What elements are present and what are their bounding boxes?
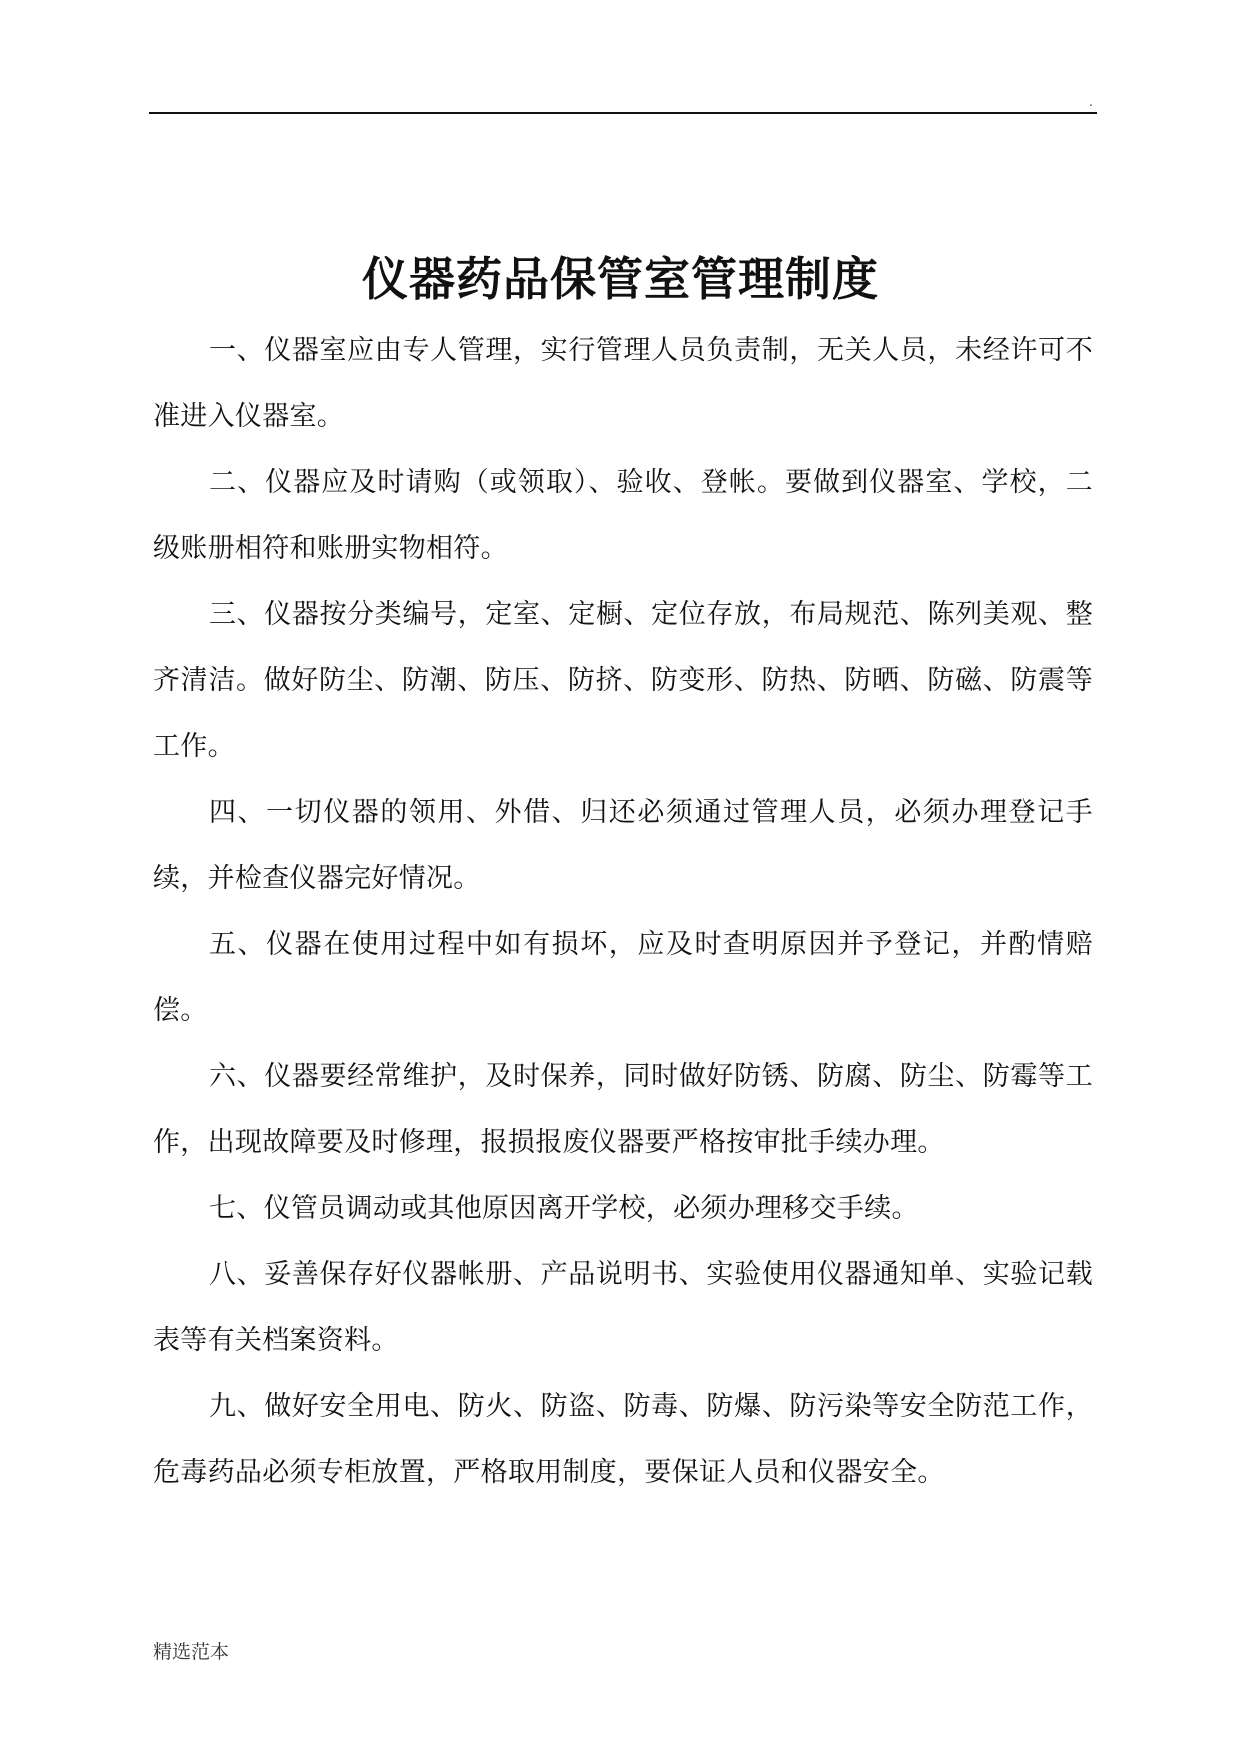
paragraph-4: 四、一切仪器的领用、外借、归还必须通过管理人员，必须办理登记手续，并检查仪器完好情况。 [153, 797, 1093, 894]
paragraph-5: 五、仪器在使用过程中如有损坏，应及时查明原因并予登记，并酌情赔偿。 [153, 929, 1093, 1026]
paragraph-2: 二、仪器应及时请购（或领取）、验收、登帐。要做到仪器室、学校，二级账册相符和账册实物相符。 [153, 467, 1093, 564]
paragraph-3: 三、仪器按分类编号，定室、定橱、定位存放，布局规范、陈列美观、整齐清洁。做好防尘、防潮、防压、防挤、防变形、防热、防晒、防磁、防震等工作。 [153, 599, 1093, 762]
paragraph-8: 八、妥善保存好仪器帐册、产品说明书、实验使用仪器通知单、实验记载表等有关档案资料。 [153, 1259, 1093, 1356]
header-mark: . [1089, 95, 1093, 109]
paragraph-6: 六、仪器要经常维护，及时保养，同时做好防锈、防腐、防尘、防霉等工作，出现故障要及时修理，报损报废仪器要严格按审批手续办理。 [153, 1061, 1093, 1158]
footer-text: 精选范本 [153, 1641, 230, 1663]
paragraph-1: 一、仪器室应由专人管理，实行管理人员负责制，无关人员，未经许可不准进入仪器室。 [153, 335, 1093, 432]
paragraph-7: 七、仪管员调动或其他原因离开学校，必须办理移交手续。 [209, 1193, 919, 1224]
header-rule [149, 112, 1097, 114]
document-title: 仪器药品保管室管理制度 [362, 251, 879, 306]
paragraph-9: 九、做好安全用电、防火、防盗、防毒、防爆、防污染等安全防范工作，危毒药品必须专柜放置，严格取用制度，要保证人员和仪器安全。 [153, 1391, 1093, 1488]
document-body [153, 318, 1093, 1506]
